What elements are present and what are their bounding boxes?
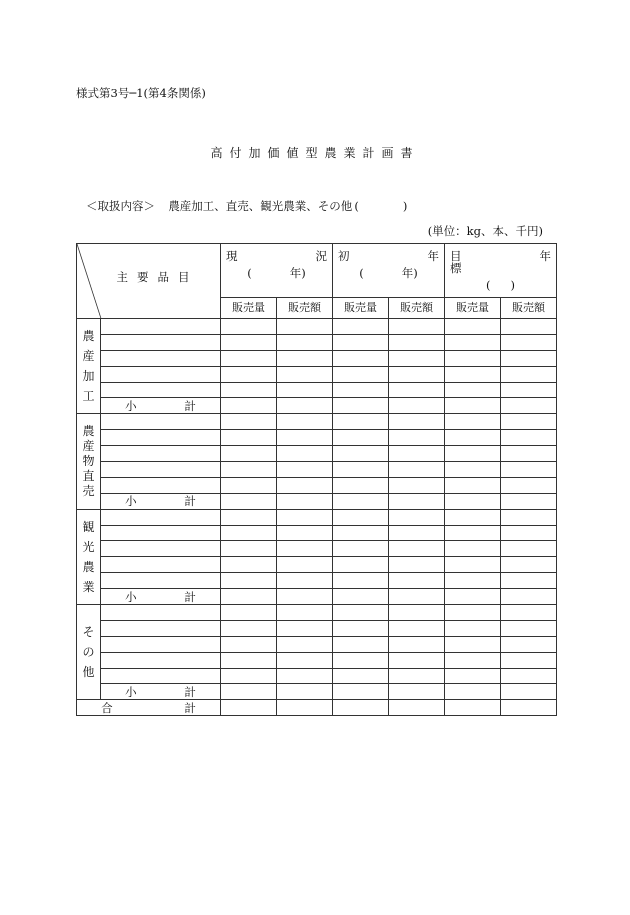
category-paren-close: ) — [402, 199, 408, 213]
item-name-cell — [101, 541, 221, 557]
value-cell — [277, 414, 333, 430]
table-row — [77, 319, 557, 335]
value-cell — [389, 652, 445, 668]
value-cell — [501, 668, 557, 684]
value-cell — [221, 589, 277, 605]
value-cell — [333, 636, 389, 652]
value-cell — [277, 589, 333, 605]
subtotal-row — [77, 493, 557, 509]
subtotal-text: 小 計 — [125, 684, 196, 699]
value-cell — [501, 493, 557, 509]
table-row — [77, 573, 557, 589]
value-cell — [389, 446, 445, 462]
value-cell — [221, 477, 277, 493]
value-cell — [389, 366, 445, 382]
value-cell — [445, 414, 501, 430]
item-name-cell — [101, 620, 221, 636]
paren-open: ( — [486, 278, 491, 292]
value-cell — [333, 509, 389, 525]
value-cell — [501, 430, 557, 446]
value-cell — [333, 430, 389, 446]
value-cell — [333, 493, 389, 509]
vertical-label — [82, 424, 94, 499]
value-cell — [333, 605, 389, 621]
value-cell — [333, 525, 389, 541]
year-char: 年) — [401, 266, 418, 280]
value-cell — [445, 557, 501, 573]
label-char: 光 — [82, 539, 95, 554]
value-cell — [389, 700, 445, 716]
value-cell — [445, 700, 501, 716]
item-name-cell — [101, 334, 221, 350]
year-char: 年) — [289, 266, 306, 280]
value-cell — [221, 398, 277, 414]
subtotal-text: 小 計 — [125, 494, 196, 509]
paren-open: ( — [247, 266, 252, 280]
table-row — [77, 414, 557, 430]
group-label-processing — [77, 319, 101, 414]
subtotal-row — [77, 398, 557, 414]
value-cell — [501, 636, 557, 652]
value-cell — [277, 493, 333, 509]
value-cell — [445, 446, 501, 462]
value-cell — [445, 366, 501, 382]
total-text: 合 計 — [101, 700, 196, 715]
item-name-cell — [101, 605, 221, 621]
value-cell — [221, 620, 277, 636]
table-row — [77, 509, 557, 525]
value-cell — [501, 605, 557, 621]
value-cell — [221, 573, 277, 589]
table-row — [77, 366, 557, 382]
value-cell — [389, 509, 445, 525]
label-char: 直 — [82, 469, 95, 484]
value-cell — [389, 668, 445, 684]
item-name-cell — [101, 319, 221, 335]
value-cell — [221, 334, 277, 350]
value-cell — [277, 541, 333, 557]
value-cell — [221, 462, 277, 478]
value-cell — [445, 525, 501, 541]
period-name-left: 現 — [226, 249, 238, 263]
value-cell — [221, 605, 277, 621]
value-cell — [333, 557, 389, 573]
item-name-cell — [101, 509, 221, 525]
table-row — [77, 668, 557, 684]
value-cell — [389, 382, 445, 398]
item-name-cell — [101, 350, 221, 366]
label-char: 農 — [82, 329, 95, 344]
total-label — [77, 700, 221, 716]
table-row — [77, 350, 557, 366]
value-cell — [501, 382, 557, 398]
value-cell — [389, 573, 445, 589]
value-cell — [277, 525, 333, 541]
value-cell — [389, 319, 445, 335]
item-name-cell — [101, 557, 221, 573]
value-cell — [389, 493, 445, 509]
value-cell — [501, 350, 557, 366]
vertical-label — [82, 517, 94, 597]
value-cell — [277, 684, 333, 700]
document-title: 高付加価値型農業計画書 — [210, 146, 420, 160]
value-cell — [501, 398, 557, 414]
total-row — [77, 700, 557, 716]
item-name-cell — [101, 462, 221, 478]
subcol-amount-current: 販売額 — [277, 298, 333, 319]
form-number: 様式第3号─1(第4条関係) — [76, 86, 206, 100]
corner-label: 主要品目 — [116, 270, 199, 284]
value-cell — [389, 605, 445, 621]
subcol-amount-first: 販売額 — [389, 298, 445, 319]
subtotal-label — [101, 589, 221, 605]
period-name-right: 年 — [539, 249, 551, 263]
label-char: 農 — [82, 559, 95, 574]
subtotal-text: 小 計 — [125, 398, 196, 413]
subcol-volume-target: 販売量 — [445, 298, 501, 319]
period-name-left: 目 標 — [450, 249, 513, 275]
value-cell — [501, 557, 557, 573]
item-name-cell — [101, 668, 221, 684]
value-cell — [445, 509, 501, 525]
item-name-cell — [101, 636, 221, 652]
value-cell — [501, 446, 557, 462]
value-cell — [333, 589, 389, 605]
value-cell — [389, 462, 445, 478]
value-cell — [501, 620, 557, 636]
value-cell — [277, 446, 333, 462]
subcol-amount-target: 販売額 — [501, 298, 557, 319]
label-char: 業 — [82, 579, 95, 594]
value-cell — [221, 668, 277, 684]
item-name-cell — [101, 414, 221, 430]
value-cell — [221, 430, 277, 446]
label-char: そ — [82, 625, 95, 640]
value-cell — [445, 319, 501, 335]
label-char: 他 — [82, 665, 95, 680]
subcol-volume-first: 販売量 — [333, 298, 389, 319]
value-cell — [333, 462, 389, 478]
value-cell — [501, 684, 557, 700]
value-cell — [445, 652, 501, 668]
subtotal-row — [77, 684, 557, 700]
vertical-label — [82, 622, 94, 682]
value-cell — [221, 525, 277, 541]
item-name-cell — [101, 477, 221, 493]
label-char: 観 — [82, 519, 95, 534]
value-cell — [501, 652, 557, 668]
table-row — [77, 446, 557, 462]
value-cell — [501, 589, 557, 605]
category-line — [86, 198, 407, 214]
table-row — [77, 636, 557, 652]
period-header-target — [445, 244, 557, 298]
value-cell — [277, 573, 333, 589]
value-cell — [277, 398, 333, 414]
label-char: 産 — [82, 349, 95, 364]
value-cell — [221, 493, 277, 509]
item-name-cell — [101, 446, 221, 462]
value-cell — [333, 541, 389, 557]
value-cell — [333, 398, 389, 414]
value-cell — [221, 652, 277, 668]
value-cell — [389, 477, 445, 493]
value-cell — [501, 525, 557, 541]
value-cell — [445, 334, 501, 350]
item-name-cell — [101, 525, 221, 541]
label-char: の — [82, 645, 95, 660]
value-cell — [277, 334, 333, 350]
item-name-cell — [101, 652, 221, 668]
value-cell — [333, 573, 389, 589]
value-cell — [445, 573, 501, 589]
table-row — [77, 605, 557, 621]
value-cell — [333, 652, 389, 668]
subtotal-label — [101, 398, 221, 414]
value-cell — [445, 462, 501, 478]
unit-note: (単位：kg、本、千円) — [427, 224, 543, 238]
item-name-cell — [101, 382, 221, 398]
value-cell — [445, 589, 501, 605]
value-cell — [277, 636, 333, 652]
value-cell — [333, 350, 389, 366]
subtotal-row — [77, 589, 557, 605]
value-cell — [221, 446, 277, 462]
value-cell — [389, 589, 445, 605]
table-row — [77, 477, 557, 493]
table-row — [77, 525, 557, 541]
label-char: 売 — [82, 484, 95, 499]
value-cell — [445, 477, 501, 493]
value-cell — [277, 366, 333, 382]
value-cell — [333, 319, 389, 335]
value-cell — [221, 414, 277, 430]
value-cell — [277, 652, 333, 668]
value-cell — [445, 398, 501, 414]
period-name-right: 年 — [427, 249, 439, 263]
item-name-cell — [101, 430, 221, 446]
value-cell — [333, 477, 389, 493]
value-cell — [277, 382, 333, 398]
value-cell — [333, 620, 389, 636]
value-cell — [389, 636, 445, 652]
table-row — [77, 557, 557, 573]
value-cell — [333, 366, 389, 382]
table-row — [77, 652, 557, 668]
value-cell — [333, 382, 389, 398]
value-cell — [501, 541, 557, 557]
value-cell — [501, 509, 557, 525]
value-cell — [389, 541, 445, 557]
value-cell — [501, 477, 557, 493]
value-cell — [277, 477, 333, 493]
table-row — [77, 382, 557, 398]
value-cell — [277, 319, 333, 335]
plan-table — [76, 243, 557, 716]
item-name-cell — [101, 573, 221, 589]
value-cell — [389, 684, 445, 700]
group-label-agritourism — [77, 509, 101, 604]
value-cell — [221, 509, 277, 525]
value-cell — [221, 700, 277, 716]
value-cell — [333, 414, 389, 430]
categories-text: 農産加工、直売、観光農業、その他 — [168, 199, 353, 213]
value-cell — [277, 605, 333, 621]
value-cell — [445, 350, 501, 366]
value-cell — [445, 636, 501, 652]
group-label-other — [77, 605, 101, 700]
value-cell — [389, 430, 445, 446]
subtotal-text: 小 計 — [125, 589, 196, 604]
value-cell — [445, 668, 501, 684]
value-cell — [389, 414, 445, 430]
period-header-current — [221, 244, 333, 298]
label-char: 加 — [82, 369, 95, 384]
value-cell — [389, 557, 445, 573]
value-cell — [333, 334, 389, 350]
value-cell — [333, 446, 389, 462]
value-cell — [221, 366, 277, 382]
value-cell — [445, 493, 501, 509]
value-cell — [389, 350, 445, 366]
value-cell — [389, 334, 445, 350]
subtotal-label — [101, 684, 221, 700]
value-cell — [277, 668, 333, 684]
table-row — [77, 541, 557, 557]
value-cell — [389, 398, 445, 414]
label-char: 産 — [82, 439, 95, 454]
value-cell — [389, 620, 445, 636]
value-cell — [445, 605, 501, 621]
value-cell — [221, 319, 277, 335]
value-cell — [501, 573, 557, 589]
value-cell — [445, 620, 501, 636]
paren-open: ( — [359, 266, 364, 280]
value-cell — [333, 700, 389, 716]
label-char: 工 — [82, 389, 95, 404]
subtotal-label — [101, 493, 221, 509]
value-cell — [333, 684, 389, 700]
value-cell — [221, 541, 277, 557]
value-cell — [445, 541, 501, 557]
corner-cell — [77, 244, 221, 319]
value-cell — [277, 700, 333, 716]
value-cell — [277, 557, 333, 573]
value-cell — [445, 684, 501, 700]
value-cell — [221, 636, 277, 652]
value-cell — [277, 620, 333, 636]
label-char: 農 — [82, 424, 95, 439]
value-cell — [221, 684, 277, 700]
year-char: ) — [510, 278, 515, 292]
period-name-right: 況 — [315, 249, 327, 263]
value-cell — [501, 414, 557, 430]
value-cell — [221, 557, 277, 573]
table-row — [77, 430, 557, 446]
value-cell — [501, 366, 557, 382]
value-cell — [221, 350, 277, 366]
table-row — [77, 462, 557, 478]
value-cell — [445, 382, 501, 398]
vertical-label — [82, 326, 94, 406]
period-header-first-year — [333, 244, 445, 298]
value-cell — [501, 700, 557, 716]
value-cell — [389, 525, 445, 541]
value-cell — [445, 430, 501, 446]
table-row — [77, 620, 557, 636]
group-label-direct-sales — [77, 414, 101, 509]
value-cell — [501, 319, 557, 335]
value-cell — [333, 668, 389, 684]
value-cell — [277, 430, 333, 446]
value-cell — [277, 350, 333, 366]
table-row — [77, 334, 557, 350]
value-cell — [501, 462, 557, 478]
value-cell — [221, 382, 277, 398]
value-cell — [501, 334, 557, 350]
category-paren-open: ( — [354, 199, 359, 213]
value-cell — [277, 462, 333, 478]
subcol-volume-current: 販売量 — [221, 298, 277, 319]
category-label: ＜取扱内容＞ — [86, 199, 155, 213]
period-name-left: 初 — [338, 249, 350, 263]
item-name-cell — [101, 366, 221, 382]
value-cell — [277, 509, 333, 525]
label-char: 物 — [82, 454, 95, 469]
